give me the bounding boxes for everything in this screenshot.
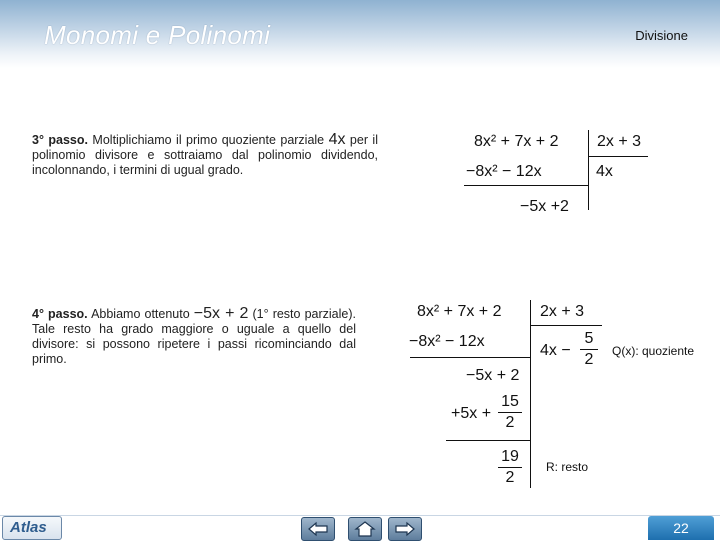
div2-quotient-fraction [580,330,598,369]
div2-subtract2-frac-den: 2 [505,414,515,431]
div2-remainder-num: 19 [501,448,519,465]
step4-text [32,306,356,367]
div2-remainder-bar [498,467,522,468]
div2-subtract1: −8x² − 12x [409,333,485,350]
div2-subtract2-fraction [498,393,522,432]
div2-quotient-frac-num: 5 [584,330,594,347]
div2-partial: −5x + 2 [466,367,520,384]
div2-divisor: 2x + 3 [540,303,585,320]
page-title: Monomi e Polinomi [44,20,271,50]
step3-label: 3° passo. [32,133,88,147]
step3-text-pre: Moltiplichiamo il primo quoziente parziale [92,133,325,147]
step4-label: 4° passo. [32,307,88,321]
div1-remainder: −5x +2 [520,198,569,215]
page-number: 22 [648,516,714,540]
step3-math: 4x [328,131,346,148]
div2-remainder-fraction [498,448,522,487]
div1-subtract: −8x² − 12x [466,163,542,180]
div2-divisor-line [530,325,602,326]
arrow-right-icon [393,520,417,538]
step4-text-post: (1° resto parziale). Tale resto ha grado maggiore o uguale a quello del divisore: si possono ripetere i passi ricominciando dal primo. [32,307,356,366]
atlas-logo [2,516,62,540]
div1-divisor-line [588,156,648,157]
step3-text-post: per il polinomio divisore e sottraiamo dal polinomio dividendo, incolonnando, i termini di ugual grado. [32,133,378,177]
logo-text: Atlas [10,519,47,536]
step3-text [32,132,378,178]
home-button[interactable] [348,517,382,541]
header-bar [0,0,720,68]
div2-quotient-frac-bar [580,349,598,350]
div2-remainder-den: 2 [505,469,515,486]
div1-dividend: 8x² + 7x + 2 [474,133,559,150]
div2-quotient-term: 4x − [540,342,571,359]
div1-quotient: 4x [596,163,613,180]
section-title: Divisione [635,28,688,43]
div1-subtract-line [464,185,588,186]
home-icon [353,520,377,538]
forward-button[interactable] [388,517,422,541]
div2-vertical-line [530,300,531,488]
step4-text-pre: Abbiamo ottenuto [91,307,190,321]
div1-vertical-line [588,130,589,210]
back-button[interactable] [301,517,335,541]
div1-divisor: 2x + 3 [597,133,642,150]
remainder-label: R: resto [546,460,589,474]
div2-subtract1-line [410,357,530,358]
step4-math: −5x + 2 [193,305,249,322]
div2-subtract2-frac-bar [498,412,522,413]
div2-quotient-frac-den: 2 [584,351,594,368]
footer-divider [0,515,720,516]
div2-subtract2-term: +5x + [451,405,492,422]
div2-dividend: 8x² + 7x + 2 [417,303,502,320]
div2-subtract2-line [446,440,530,441]
quotient-label: Q(x): quoziente [612,344,695,358]
arrow-left-icon [306,520,330,538]
div2-subtract2-frac-num: 15 [501,393,519,410]
